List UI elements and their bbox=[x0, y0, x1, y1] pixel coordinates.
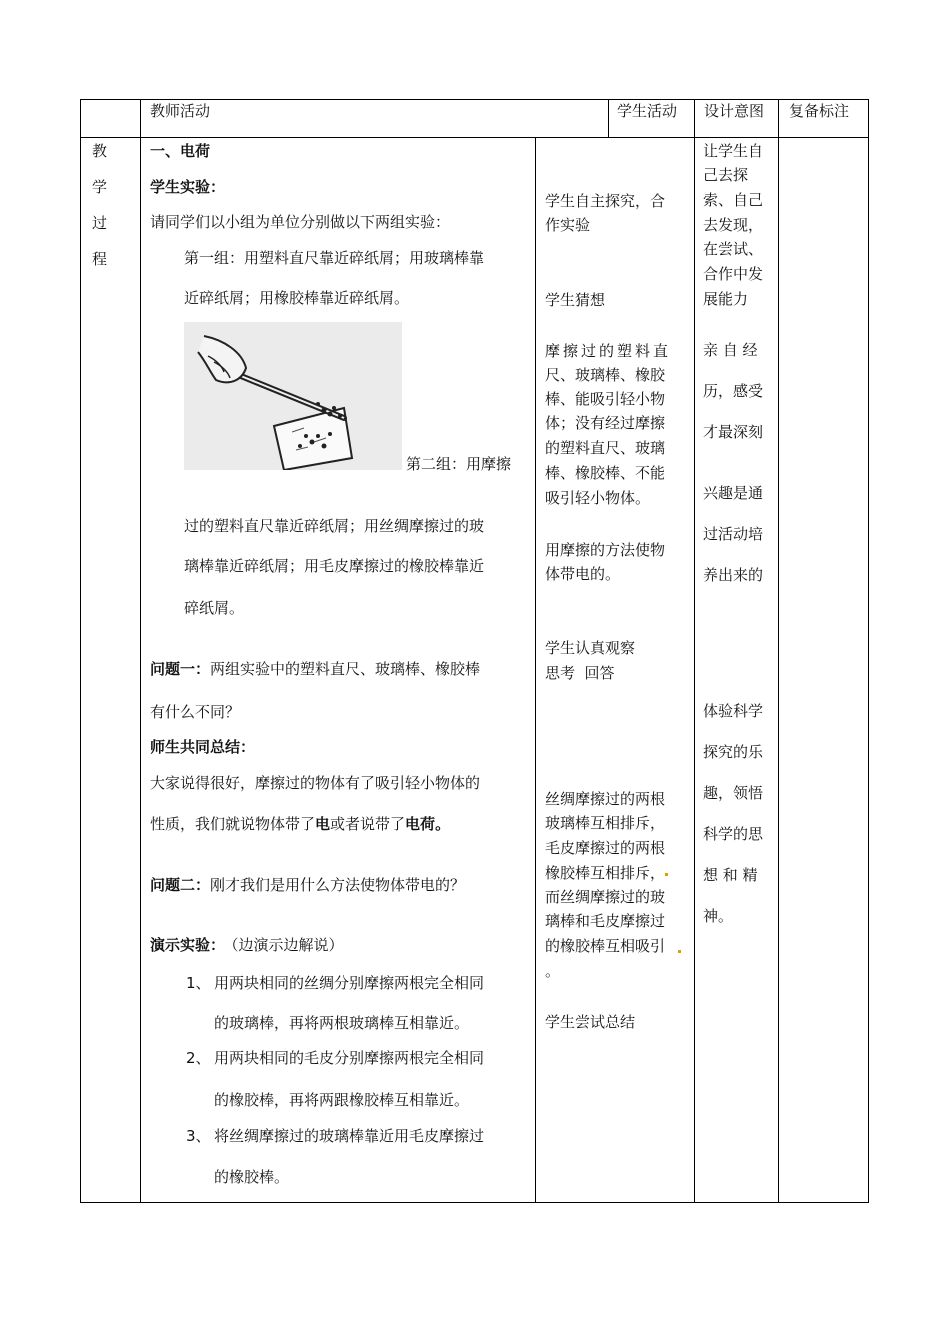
guess-detail-line-1: 摩擦过的塑料直 bbox=[545, 342, 672, 360]
design-explore-line-1: 让学生自 bbox=[703, 142, 764, 160]
result-line-7: 的橡胶棒互相吸引 bbox=[545, 937, 666, 955]
student-try-summary: 学生尝试总结 bbox=[545, 1013, 636, 1031]
header-bottom-border bbox=[80, 137, 869, 138]
demo-item-2-number: 2、 bbox=[186, 1049, 211, 1067]
section-label-char-3: 过 bbox=[92, 214, 108, 232]
design-experience-line-1: 亲 自 经 bbox=[703, 341, 758, 359]
observe-line-2: 思考 回答 bbox=[545, 664, 615, 682]
demo-item-3-line-2: 的橡胶棒。 bbox=[214, 1168, 290, 1186]
design-explore-line-6: 合作中发 bbox=[703, 265, 764, 283]
question-1-text: 两组实验中的塑料直尺、玻璃棒、橡胶棒 bbox=[210, 660, 481, 678]
col-divider-body-student bbox=[535, 137, 536, 1203]
demo-item-1-number: 1、 bbox=[186, 974, 211, 992]
header-design-intent: 设计意图 bbox=[704, 102, 765, 120]
section-label-char-4: 程 bbox=[92, 250, 108, 268]
summary-heading: 师生共同总结： bbox=[150, 738, 256, 756]
experiment-illustration bbox=[184, 322, 402, 470]
design-explore-line-4: 去发现， bbox=[703, 216, 764, 234]
guess-detail-line-7: 吸引轻小物体。 bbox=[545, 489, 651, 507]
summary-text-a: 性质，我们就说物体带了 bbox=[150, 815, 316, 833]
observe-line-1: 学生认真观察 bbox=[545, 639, 636, 657]
section-title: 一、电荷 bbox=[150, 142, 211, 160]
demo-item-3-line-1: 将丝绸摩擦过的玻璃棒靠近用毛皮摩擦过 bbox=[214, 1127, 485, 1145]
col-divider-design bbox=[694, 99, 695, 1203]
group2-line-3: 璃棒靠近碎纸屑；用毛皮摩擦过的橡胶棒靠近 bbox=[184, 557, 485, 575]
margin-mark bbox=[678, 950, 681, 953]
experiment-intro: 请同学们以小组为单位分别做以下两组实验： bbox=[150, 213, 451, 231]
student-explore-line-1: 学生自主探究，合 bbox=[545, 192, 666, 210]
design-science-line-3: 趣，领悟 bbox=[703, 784, 764, 802]
demo-label: 演示实验： bbox=[150, 936, 226, 954]
method-line-1: 用摩擦的方法使物 bbox=[545, 541, 666, 559]
design-science-line-1: 体验科学 bbox=[703, 702, 764, 720]
demo-item-2-line-1: 用两块相同的毛皮分别摩擦两根完全相同 bbox=[214, 1049, 485, 1067]
question-1-line-1 bbox=[150, 662, 480, 677]
design-explore-line-2: 己去探 bbox=[703, 166, 749, 184]
section-label-char-2: 学 bbox=[92, 178, 108, 196]
guess-detail-line-5: 的塑料直尺、玻璃 bbox=[545, 439, 666, 457]
table-bottom-border bbox=[80, 1202, 869, 1203]
student-experiment-heading: 学生实验： bbox=[150, 178, 226, 196]
col-divider-label bbox=[140, 99, 141, 1203]
student-explore-line-2: 作实验 bbox=[545, 216, 591, 234]
design-science-line-4: 科学的思 bbox=[703, 825, 764, 843]
guess-detail-line-3: 棒、能吸引轻小物 bbox=[545, 390, 666, 408]
design-experience-line-2: 历，感受 bbox=[703, 382, 764, 400]
group1-line-1: 第一组：用塑料直尺靠近碎纸屑；用玻璃棒靠 bbox=[184, 249, 485, 267]
result-line-3: 毛皮摩擦过的两根 bbox=[545, 839, 666, 857]
section-label-char-1: 教 bbox=[92, 142, 108, 160]
group2-line-2: 过的塑料直尺靠近碎纸屑；用丝绸摩擦过的玻 bbox=[184, 517, 485, 535]
design-interest-line-1: 兴趣是通 bbox=[703, 484, 764, 502]
design-science-line-5: 想 和 精 bbox=[703, 866, 758, 884]
demo-item-3-number: 3、 bbox=[186, 1127, 211, 1145]
summary-text-c: 或者说带了 bbox=[330, 815, 406, 833]
question-1-line-2: 有什么不同？ bbox=[150, 703, 241, 721]
col-divider-header-student bbox=[608, 99, 609, 138]
rod-attracting-paper-icon bbox=[184, 322, 402, 470]
demo-item-1-line-1: 用两块相同的丝绸分别摩擦两根完全相同 bbox=[214, 974, 485, 992]
demo-note: （边演示边解说） bbox=[231, 936, 344, 954]
result-line-5: 而丝绸摩擦过的玻 bbox=[545, 888, 666, 906]
result-line-1: 丝绸摩擦过的两根 bbox=[545, 790, 666, 808]
result-line-2: 玻璃棒互相排斥， bbox=[545, 814, 666, 832]
summary-line-1: 大家说得很好，摩擦过的物体有了吸引轻小物体的 bbox=[150, 774, 481, 792]
design-science-line-6: 神。 bbox=[703, 907, 734, 925]
question-1-label: 问题一： bbox=[150, 660, 211, 678]
design-explore-line-3: 索、自己 bbox=[703, 191, 764, 209]
question-2-label: 问题二： bbox=[150, 876, 211, 894]
group2-line-4: 碎纸屑。 bbox=[184, 599, 245, 617]
question-2-text: 刚才我们是用什么方法使物体带电的？ bbox=[210, 876, 466, 894]
margin-mark bbox=[665, 873, 668, 876]
header-review-notes: 复备标注 bbox=[789, 102, 850, 120]
design-explore-line-5: 在尝试、 bbox=[703, 240, 764, 258]
summary-text-end: 。 bbox=[435, 815, 451, 833]
header-student-activity: 学生活动 bbox=[617, 102, 678, 120]
guess-detail-line-6: 棒、橡胶棒、不能 bbox=[545, 464, 666, 482]
result-line-8: 。 bbox=[545, 962, 561, 980]
design-interest-line-2: 过活动培 bbox=[703, 525, 764, 543]
summary-line-2 bbox=[150, 817, 450, 832]
demo-heading bbox=[150, 938, 344, 953]
summary-term-electricity: 电 bbox=[315, 815, 331, 833]
table-right-border bbox=[868, 99, 869, 1203]
result-line-4: 橡胶棒互相排斥， bbox=[545, 864, 666, 882]
design-experience-line-3: 才最深刻 bbox=[703, 423, 764, 441]
col-divider-review bbox=[778, 99, 779, 1203]
design-interest-line-3: 养出来的 bbox=[703, 566, 764, 584]
group1-line-2: 近碎纸屑；用橡胶棒靠近碎纸屑。 bbox=[184, 289, 410, 307]
summary-term-charge: 电荷 bbox=[405, 815, 436, 833]
result-line-6: 璃棒和毛皮摩擦过 bbox=[545, 912, 666, 930]
method-line-2: 体带电的。 bbox=[545, 565, 621, 583]
demo-item-2-line-2: 的橡胶棒，再将两跟橡胶棒互相靠近。 bbox=[214, 1091, 470, 1109]
student-guess: 学生猜想 bbox=[545, 291, 606, 309]
demo-item-1-line-2: 的玻璃棒，再将两根玻璃棒互相靠近。 bbox=[214, 1014, 470, 1032]
table-left-border bbox=[80, 99, 81, 1203]
header-teacher-activity: 教师活动 bbox=[150, 102, 211, 120]
design-science-line-2: 探究的乐 bbox=[703, 743, 764, 761]
table-top-border bbox=[80, 99, 869, 100]
guess-detail-line-4: 体；没有经过摩擦 bbox=[545, 414, 666, 432]
design-explore-line-7: 展能力 bbox=[703, 290, 749, 308]
group2-line-1: 第二组：用摩擦 bbox=[406, 455, 512, 473]
guess-detail-line-2: 尺、玻璃棒、橡胶 bbox=[545, 366, 666, 384]
question-2 bbox=[150, 878, 465, 893]
